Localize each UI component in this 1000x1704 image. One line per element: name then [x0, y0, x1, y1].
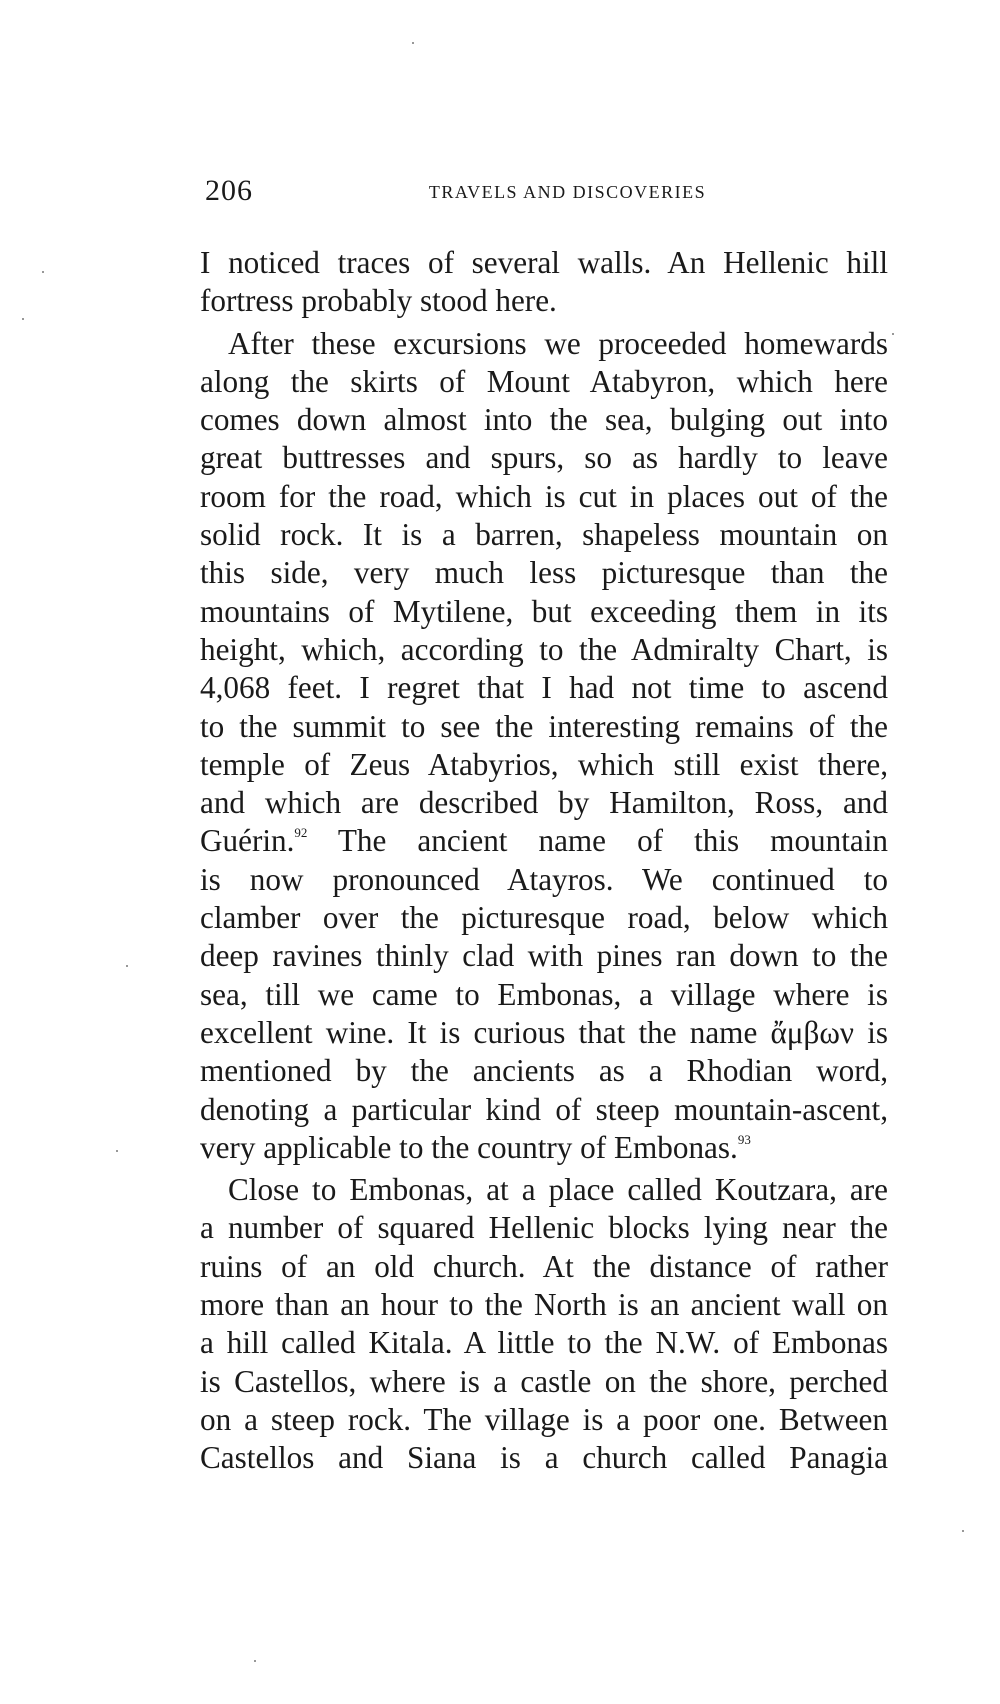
text-fragment: The ancient name of this mountain — [307, 823, 888, 859]
paper-speck — [116, 1150, 118, 1152]
paper-speck — [892, 333, 894, 335]
paper-speck — [412, 42, 414, 44]
page-number: 206 — [205, 174, 253, 207]
text-line: fortress probably stood here. — [200, 283, 557, 319]
text-line: solid rock. It is a barren, shapeless mountain on — [200, 517, 888, 553]
text-line: on a steep rock. The village is a poor one. Between — [200, 1401, 888, 1437]
text-line: Castellos and Siana is a church called Panagia — [200, 1440, 888, 1476]
text-line: room for the road, which is cut in places out of the — [200, 478, 888, 514]
text-line: comes down almost into the sea, bulging out into — [200, 402, 888, 438]
page-header — [205, 174, 885, 214]
paper-speck — [22, 318, 24, 320]
text-line: clamber over the picturesque road, below which — [200, 900, 888, 936]
text-line: to the summit to see the interesting remains of the — [200, 708, 888, 744]
body-text — [200, 244, 888, 1478]
footnote-ref: 93 — [737, 1131, 751, 1147]
text-line — [200, 1129, 888, 1167]
text-line: more than an hour to the North is an ancient wall on — [200, 1287, 888, 1323]
text-line: Close to Embonas, at a place called Koutzara, are — [228, 1172, 888, 1208]
text-line: denoting a particular kind of steep mountain-ascent, — [200, 1091, 888, 1127]
text-line: a hill called Kitala. A little to the N.W. of Embonas — [200, 1325, 888, 1361]
text-line: height, which, according to the Admiralty Chart, is — [200, 631, 888, 667]
text-line: mentioned by the ancients as a Rhodian word, — [200, 1053, 888, 1089]
text-line: I noticed traces of several walls. An Hellenic hill — [200, 245, 888, 280]
text-line: a number of squared Hellenic blocks lying near the — [200, 1210, 888, 1246]
text-fragment: very applicable to the country of Embonas. — [200, 1129, 738, 1165]
text-line: After these excursions we proceeded homewards — [228, 325, 888, 361]
text-line: sea, till we came to Embonas, a village where is — [200, 976, 888, 1012]
text-line: and which are described by Hamilton, Ross, and — [200, 785, 888, 821]
text-line — [200, 822, 888, 860]
running-head: TRAVELS AND DISCOVERIES — [428, 182, 707, 202]
paper-speck — [962, 1530, 964, 1532]
text-line: mountains of Mytilene, but exceeding them in its — [200, 593, 888, 629]
paper-speck — [254, 1660, 256, 1662]
text-line: excellent wine. It is curious that the name ἄμβων is — [200, 1014, 888, 1050]
text-fragment: Guérin. — [200, 823, 295, 859]
text-line: great buttresses and spurs, so as hardly to leave — [200, 440, 888, 476]
text-line: is now pronounced Atayros. We continued to — [200, 861, 888, 897]
text-line: ruins of an old church. At the distance of rather — [200, 1248, 888, 1284]
footnote-ref: 92 — [294, 825, 308, 841]
text-line: along the skirts of Mount Atabyron, which here — [200, 363, 888, 399]
text-line: 4,068 feet. I regret that I had not time to ascend — [200, 670, 888, 706]
text-line: temple of Zeus Atabyrios, which still exist there, — [200, 746, 888, 782]
text-line: this side, very much less picturesque than the — [200, 555, 888, 591]
text-line: deep ravines thinly clad with pines ran down to the — [200, 938, 888, 974]
paper-speck — [42, 271, 44, 273]
text-line: is Castellos, where is a castle on the shore, perched — [200, 1363, 888, 1399]
paper-speck — [126, 965, 128, 967]
